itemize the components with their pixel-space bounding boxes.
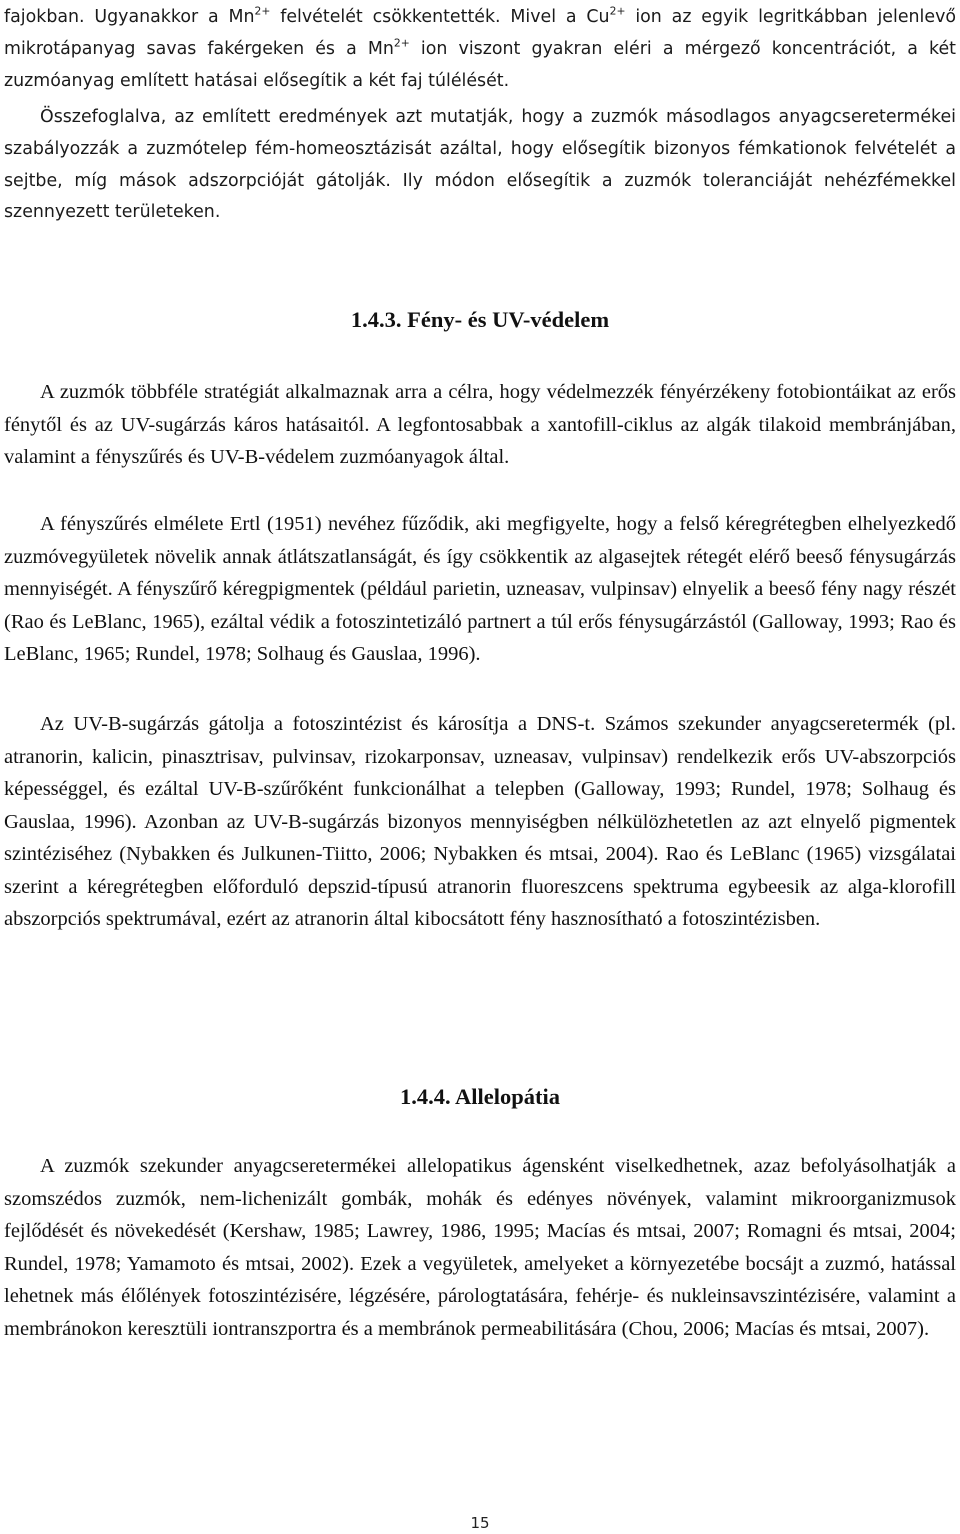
section-heading-allelopathy: 1.4.4. Allelopátia <box>399 1084 560 1109</box>
text-run: ion az egyik legritkábban jelenlevő mikrotápanyag savas fakérgeken és a Mn <box>4 7 957 59</box>
superscript: 2+ <box>609 4 626 18</box>
page-number: 15 <box>470 1514 490 1532</box>
paragraph-uv-strategies: A zuzmók többféle stratégiát alkalmaznak arra a célra, hogy védelmezzék fényérzékeny fotobiontáikat az erős fénytől és az UV-sugárzás káros hatásaitól. A legfontosabbak a xantofill-ciklus az algák tilakoid membránjában, valamint a fényszűrés és UV-B-védelem zuzmóanyagok által. <box>4 381 956 468</box>
paragraph-uvb-radiation: Az UV-B-sugárzás gátolja a fotoszintézist és károsítja a DNS-t. Számos szekunder anyagcseretermék (pl. atranorin, kalicin, pinasztrisav, pulvinsav, rizokarponsav, uzneasav, vulpinsav) rendelkezik erős UV-abszorpciós képességgel, és ezáltal UV-B-szűrőként funkcionálhat a telepben (Galloway, 1993; Rundel, 1978; Solhaug és Gauslaa, 1996). Azonban az UV-B-sugárzás bizonyos mennyiségben nélkülözhetetlen az azt elnyelő pigmentek szintéziséhez (Nybakken és Julkunen-Tiitto, 2006; Nybakken és mtsai, 2004). Rao és LeBlanc (1965) vizsgálatai szerint a kéregrétegben előforduló depszid-típusú atranorin fluoreszcens spektruma egybeesik az alga-klorofill abszorpciós spektrumával, ezért az atranorin által kibocsátott fény hasznosítható a fotoszintézisben. <box>4 713 956 930</box>
superscript: 2+ <box>254 4 271 18</box>
section-heading-light-uv-protection: 1.4.3. Fény- és UV-védelem <box>350 307 610 332</box>
paragraph-allelopathy: A zuzmók szekunder anyagcseretermékei allelopatikus ágensként viselkedhetnek, azaz befolyásolhatják a szomszédos zuzmók, nem-lichenizált gombák, mohák és edényes növények, valamint mikroorganizmusok fejlődését és növekedését (Kershaw, 1985; Lawrey, 1986, 1995; Macías és mtsai, 2007; Romagni és mtsai, 2004; Rundel, 1978; Yamamoto és mtsai, 2002). Ezek a vegyületek, amelyeket a környezetébe bocsájt a zuzmó, hatással lehetnek más élőlények fotoszintézisére, légzésére, párologtatására, fehérje- és nukleinsavszintézisére, valamint a membránokon keresztüli iontranszportra és a membránok permeabilitására (Chou, 2006; Macías és mtsai, 2007). <box>4 1155 956 1340</box>
superscript: 2+ <box>393 36 410 50</box>
text-run: ion viszont gyakran eléri a mérgező koncentrációt, a két zuzmóanyag említett hatásai elősegítik a két faj túlélését. <box>4 38 956 91</box>
paragraph-summary: Összefoglalva, az említett eredmények azt mutatják, hogy a zuzmók másodlagos anyagcseretermékei szabályozzák a zuzmótelep fém-homeosztázisát azáltal, hogy elősegítik bizonyos fémkationok felvételét a sejtbe, míg mások adszorpcióját gátolják. Ily módon elősegítik a zuzmók toleranciáját nehézfémekkel szennyezett területeken. <box>4 107 956 223</box>
paragraph-light-filtering: A fényszűrés elmélete Ertl (1951) nevéhez fűződik, aki megfigyelte, hogy a felső kéregrétegben elhelyezkedő zuzmóvegyületek növelik annak átlátszatlanságát, és így csökkentik az algasejtek rétegét elérő beeső fénysugárzás mennyiségét. A fényszűrő kéregpigmentek (például parietin, uzneasav, vulpinsav) elnyelik a beeső fény nagy részét (Rao és LeBlanc, 1965), ezáltal védik a fotoszintetizáló partnert a túl erős fénysugárzástól (Galloway, 1993; Rao és LeBlanc, 1965; Rundel, 1978; Solhaug és Gauslaa, 1996). <box>4 513 956 665</box>
text-run: felvételét csökkentették. Mivel a Cu <box>270 7 610 27</box>
paragraph-metal-uptake-end <box>4 2 956 97</box>
text-run: fajokban. Ugyanakkor a Mn <box>4 7 255 27</box>
